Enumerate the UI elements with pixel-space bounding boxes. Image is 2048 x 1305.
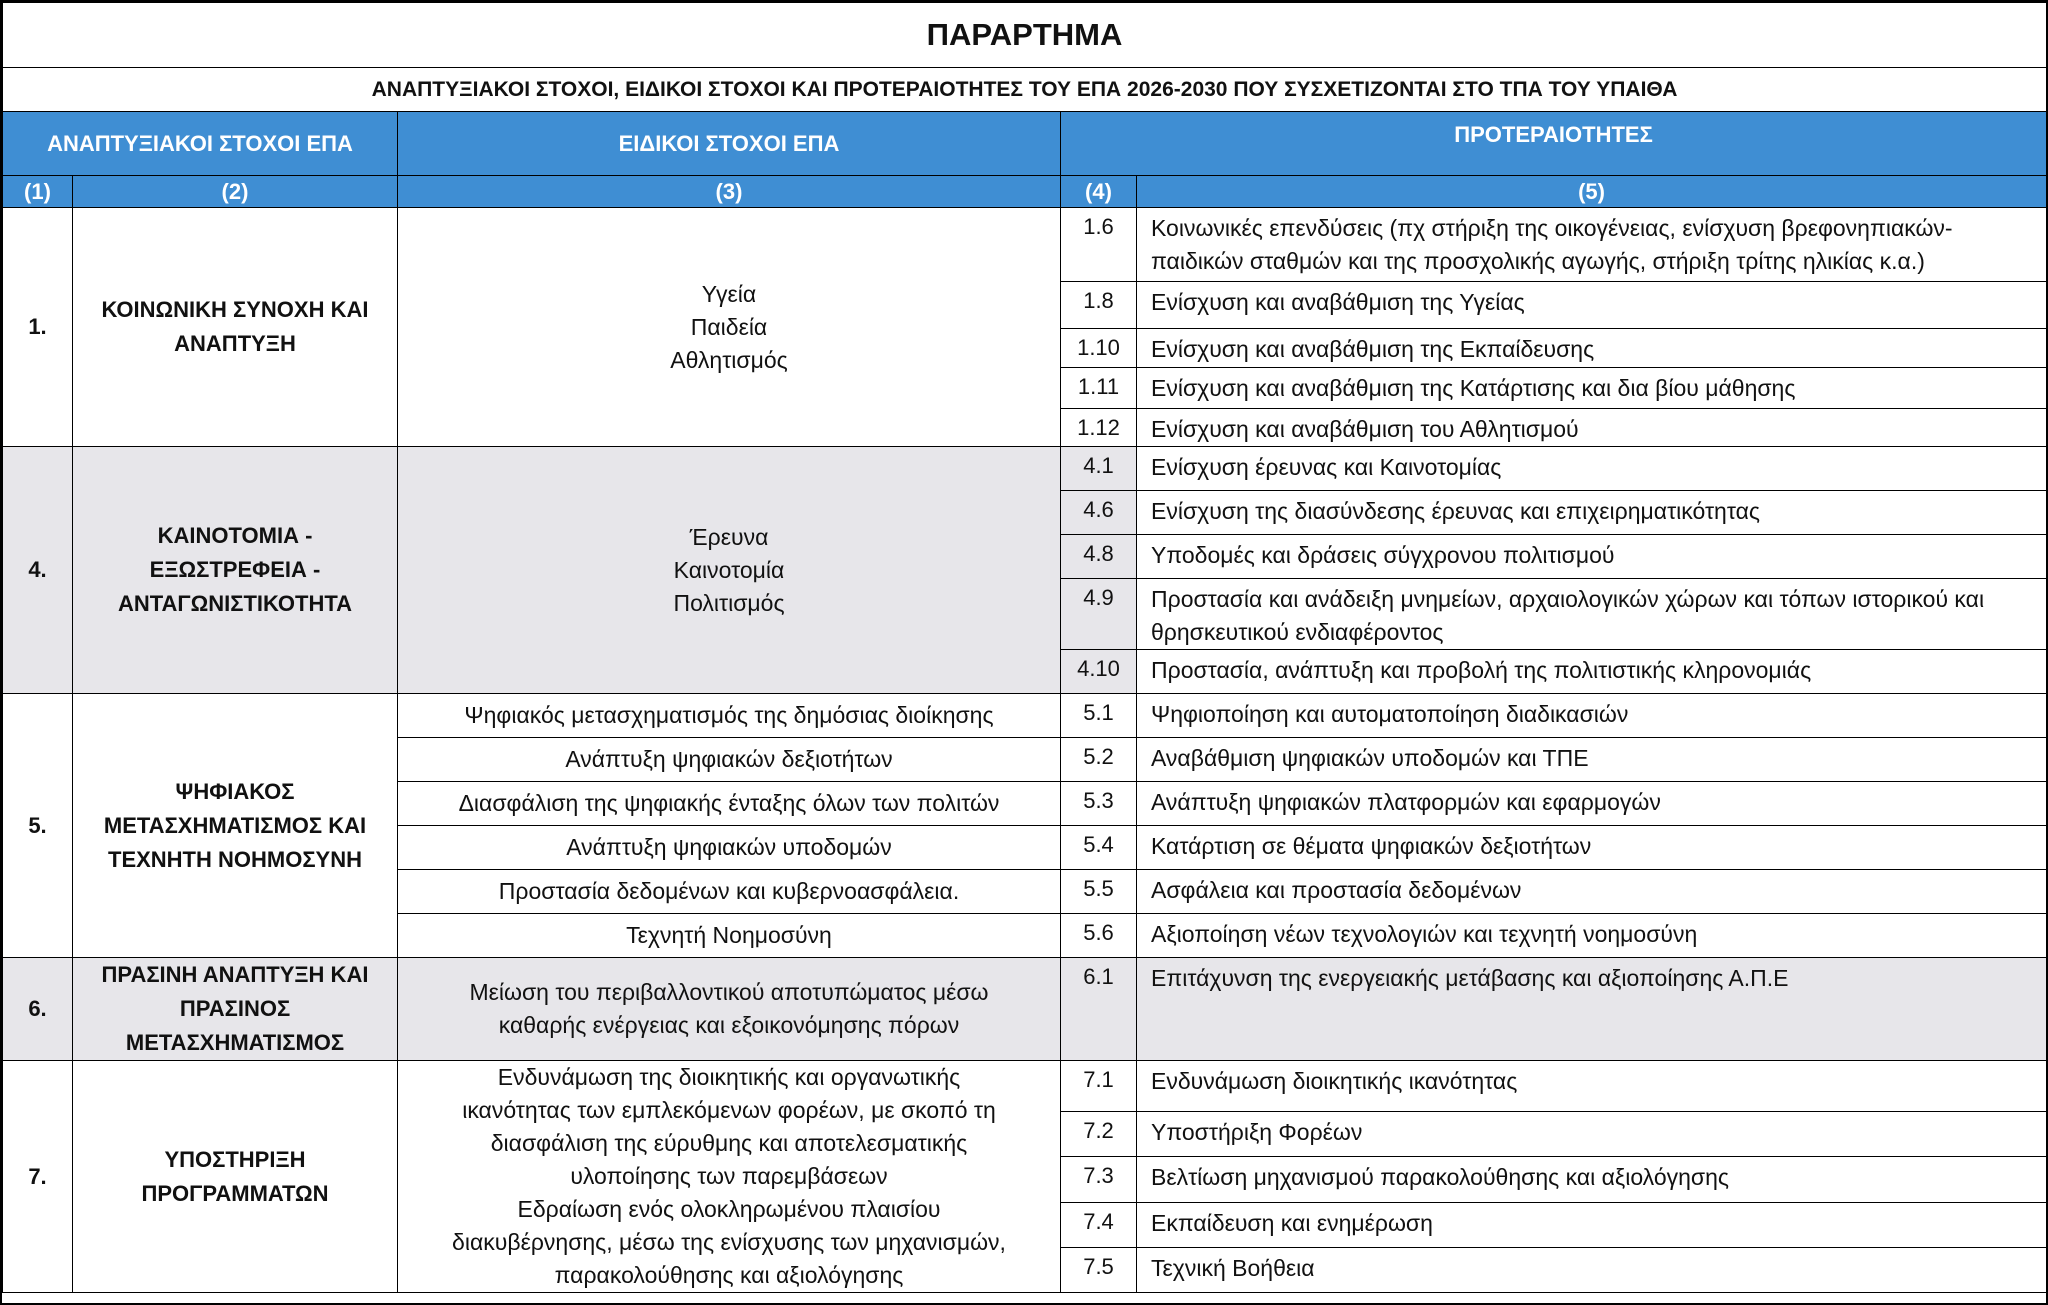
specific-goals: Μείωση του περιβαλλοντικού αποτυπώματος μέσω καθαρής ενέργειας και εξοικονόμησης πόρων (398, 958, 1061, 1061)
dev-goal-name: ΚΟΙΝΩΝΙΚΗ ΣΥΝΟΧΗ ΚΑΙ ΑΝΑΠΤΥΞΗ (73, 208, 398, 447)
priority-text: Ενίσχυση έρευνας και Καινοτομίας (1137, 447, 2047, 491)
priority-text: Ενίσχυση και αναβάθμιση της Υγείας (1137, 282, 2047, 329)
priority-code: 1.8 (1061, 282, 1137, 329)
dev-goal-name: ΠΡΑΣΙΝΗ ΑΝΑΠΤΥΞΗ ΚΑΙ ΠΡΑΣΙΝΟΣ ΜΕΤΑΣΧΗΜΑΤΙΣΜΟΣ (73, 958, 398, 1061)
priority-text: Τεχνική Βοήθεια (1137, 1247, 2047, 1292)
priority-text: Υποδομές και δράσεις σύγχρονου πολιτισμού (1137, 535, 2047, 579)
priority-text: Αναβάθμιση ψηφιακών υποδομών και ΤΠΕ (1137, 738, 2047, 782)
priority-text: Κατάρτιση σε θέματα ψηφιακών δεξιοτήτων (1137, 826, 2047, 870)
table-row (3, 958, 2047, 1061)
priority-code: 7.3 (1061, 1157, 1137, 1202)
priority-text: Αξιοποίηση νέων τεχνολογιών και τεχνητή νοημοσύνη (1137, 914, 2047, 958)
priority-text: Βελτίωση μηχανισμού παρακολούθησης και αξιολόγησης (1137, 1157, 2047, 1202)
dev-goal-name: ΥΠΟΣΤΗΡΙΞΗ ΠΡΟΓΡΑΜΜΑΤΩΝ (73, 1061, 398, 1293)
priority-text: Υποστήριξη Φορέων (1137, 1112, 2047, 1157)
priority-text: Ασφάλεια και προστασία δεδομένων (1137, 870, 2047, 914)
page-title: ΠΑΡΑΡΤΗΜΑ (3, 3, 2047, 68)
priority-text: Ενίσχυση και αναβάθμιση της Κατάρτισης και δια βίου μάθησης (1137, 368, 2047, 409)
priority-code: 4.8 (1061, 535, 1137, 579)
priority-code: 1.12 (1061, 409, 1137, 447)
priority-text: Εκπαίδευση και ενημέρωση (1137, 1202, 2047, 1247)
priority-code: 4.6 (1061, 491, 1137, 535)
dev-goal-name: ΨΗΦΙΑΚΟΣ ΜΕΤΑΣΧΗΜΑΤΙΣΜΟΣ ΚΑΙ ΤΕΧΝΗΤΗ ΝΟΗΜΟΣΥΝΗ (73, 694, 398, 958)
specific-goals: Υγεία Παιδεία Αθλητισμός (398, 208, 1061, 447)
header-col-4: (4) (1061, 176, 1137, 208)
table-row (3, 694, 2047, 738)
goal-number: 6. (3, 958, 73, 1061)
priority-code: 6.1 (1061, 958, 1137, 1061)
header-col-5: (5) (1137, 176, 2047, 208)
priority-code: 7.4 (1061, 1202, 1137, 1247)
header-dev-goals: ΑΝΑΠΤΥΞΙΑΚΟΙ ΣΤΟΧΟΙ ΕΠΑ (3, 112, 398, 176)
priority-text: Κοινωνικές επενδύσεις (πχ στήριξη της οικογένειας, ενίσχυση βρεφονηπιακών-παιδικών σταθμών και της προσχολικής αγωγής, στήριξη τρίτης ηλικίας κ.α.) (1137, 208, 2047, 282)
specific-goal: Ανάπτυξη ψηφιακών δεξιοτήτων (398, 738, 1061, 782)
priority-text: Ενδυνάμωση διοικητικής ικανότητας (1137, 1061, 2047, 1112)
priority-code: 1.11 (1061, 368, 1137, 409)
specific-goal: Προστασία δεδομένων και κυβερνοασφάλεια. (398, 870, 1061, 914)
priority-code: 5.5 (1061, 870, 1137, 914)
priority-code: 5.1 (1061, 694, 1137, 738)
header-col-3: (3) (398, 176, 1061, 208)
priority-code: 5.3 (1061, 782, 1137, 826)
goal-number: 7. (3, 1061, 73, 1293)
header-col-2: (2) (73, 176, 398, 208)
dev-goal-name: ΚΑΙΝΟΤΟΜΙΑ - ΕΞΩΣΤΡΕΦΕΙΑ - ΑΝΤΑΓΩΝΙΣΤΙΚΟΤΗΤΑ (73, 447, 398, 694)
priority-code: 4.10 (1061, 650, 1137, 694)
goal-number: 1. (3, 208, 73, 447)
priority-code: 4.1 (1061, 447, 1137, 491)
priority-text: Ενίσχυση και αναβάθμιση της Εκπαίδευσης (1137, 329, 2047, 368)
priority-text: Προστασία και ανάδειξη μνημείων, αρχαιολογικών χώρων και τόπων ιστορικού και θρησκευτικού ενδιαφέροντος (1137, 579, 2047, 650)
specific-goal: Ανάπτυξη ψηφιακών υποδομών (398, 826, 1061, 870)
priority-code: 7.1 (1061, 1061, 1137, 1112)
priority-text: Ενίσχυση και αναβάθμιση του Αθλητισμού (1137, 409, 2047, 447)
priority-text: Ανάπτυξη ψηφιακών πλατφορμών και εφαρμογών (1137, 782, 2047, 826)
header-specific-goals: ΕΙΔΙΚΟΙ ΣΤΟΧΟΙ ΕΠΑ (398, 112, 1061, 176)
priority-code: 4.9 (1061, 579, 1137, 650)
table-row (3, 208, 2047, 282)
header-priorities: ΠΡΟΤΕΡΑΙΟΤΗΤΕΣ (1061, 112, 2047, 176)
priority-text: Προστασία, ανάπτυξη και προβολή της πολιτιστικής κληρονομιάς (1137, 650, 2047, 694)
priority-text: Ενίσχυση της διασύνδεσης έρευνας και επιχειρηματικότητας (1137, 491, 2047, 535)
priority-text: Επιτάχυνση της ενεργειακής μετάβασης και αξιοποίησης Α.Π.Ε (1137, 958, 2047, 1061)
table-row (3, 1061, 2047, 1112)
header-col-1: (1) (3, 176, 73, 208)
priority-code: 5.2 (1061, 738, 1137, 782)
priority-code: 5.4 (1061, 826, 1137, 870)
specific-goal: Ψηφιακός μετασχηματισμός της δημόσιας διοίκησης (398, 694, 1061, 738)
table-subtitle: ΑΝΑΠΤΥΞΙΑΚΟΙ ΣΤΟΧΟΙ, ΕΙΔΙΚΟΙ ΣΤΟΧΟΙ ΚΑΙ ΠΡΟΤΕΡΑΙΟΤΗΤΕΣ ΤΟΥ ΕΠΑ 2026-2030 ΠΟΥ ΣΥΣΧΕΤΙΖΟΝΤΑΙ ΣΤΟ ΤΠΑ ΤΟΥ ΥΠΑΙΘΑ (3, 68, 2047, 112)
specific-goal: Διασφάλιση της ψηφιακής ένταξης όλων των πολιτών (398, 782, 1061, 826)
priority-code: 7.2 (1061, 1112, 1137, 1157)
priority-code: 7.5 (1061, 1247, 1137, 1292)
annex-table (2, 2, 2047, 1293)
specific-goal: Τεχνητή Νοημοσύνη (398, 914, 1061, 958)
goal-number: 4. (3, 447, 73, 694)
priority-code: 1.10 (1061, 329, 1137, 368)
priority-code: 5.6 (1061, 914, 1137, 958)
specific-goals: Έρευνα Καινοτομία Πολιτισμός (398, 447, 1061, 694)
table-row (3, 447, 2047, 491)
priority-text: Ψηφιοποίηση και αυτοματοποίηση διαδικασιών (1137, 694, 2047, 738)
priority-code: 1.6 (1061, 208, 1137, 282)
goal-number: 5. (3, 694, 73, 958)
specific-goals: Ενδυνάμωση της διοικητικής και οργανωτικής ικανότητας των εμπλεκόμενων φορέων, με σκοπό τη διασφάλιση της εύρυθμης και αποτελεσματικής υλοποίησης των παρεμβάσεων Εδραίωση ενός ολοκληρωμένου πλαισίου διακυβέρνησης, μέσω της ενίσχυσης των μηχανισμών, παρακολούθησης και αξιολόγησης (398, 1061, 1061, 1293)
